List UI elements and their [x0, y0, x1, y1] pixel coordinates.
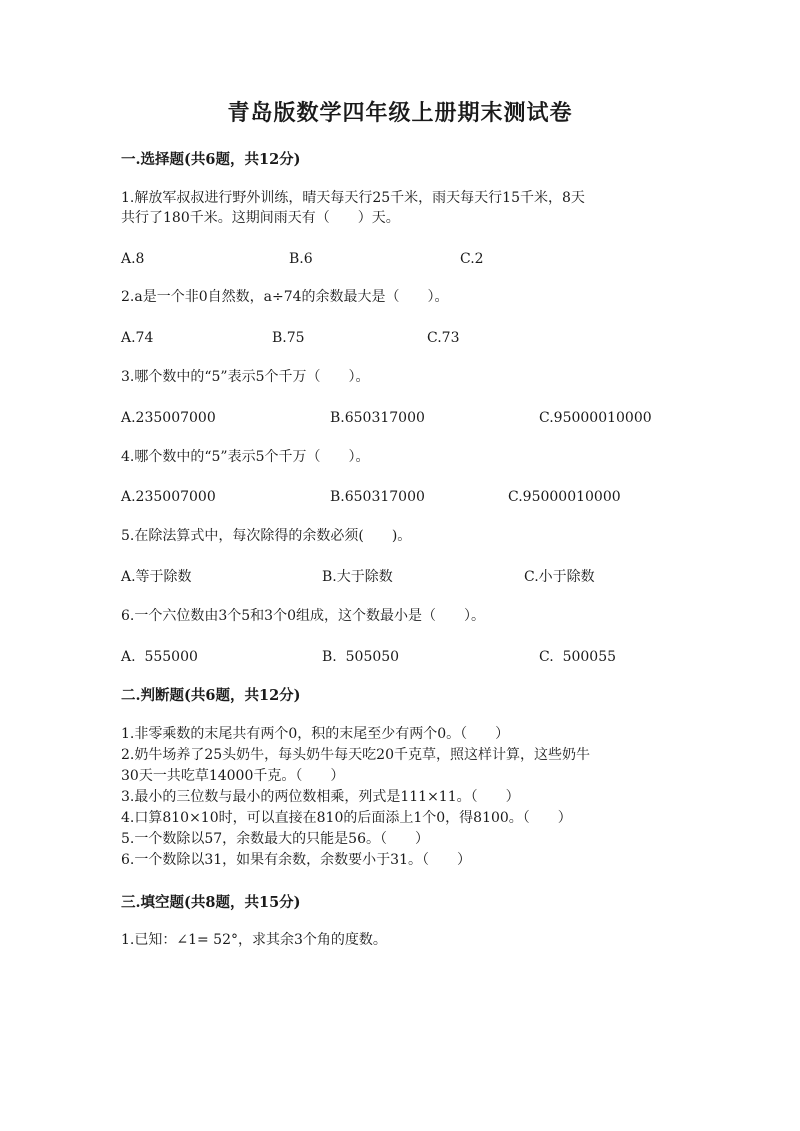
question-6-option-a: A. 555000	[121, 649, 198, 665]
section-heading-judgement: 二.判断题(共6题，共12分)	[121, 687, 301, 704]
question-2-line-1: 2.a是一个非0自然数，a÷74的余数最大是（ ）。	[121, 289, 449, 305]
question-4-option-a: A.235007000	[121, 489, 216, 505]
judgement-line-1: 1.非零乘数的末尾共有两个0，积的末尾至少有两个0。（ ）	[121, 726, 510, 742]
question-2-option-c: C.73	[427, 330, 460, 346]
judgement-line-7: 6.一个数除以31，如果有余数，余数要小于31。（ ）	[121, 852, 471, 868]
question-1-line-2: 共行了180千米。这期间雨天有（ ）天。	[121, 210, 400, 226]
question-1-option-c: C.2	[460, 251, 484, 267]
fill-blank-line-1: 1.已知：∠1= 52°，求其余3个角的度数。	[121, 932, 387, 948]
judgement-line-5: 4.口算810×10时，可以直接在810的后面添上1个0，得8100。（ ）	[121, 810, 572, 826]
section-heading-fill-blank: 三.填空题(共8题，共15分)	[121, 894, 301, 911]
judgement-line-2: 2.奶牛场养了25头奶牛，每头奶牛每天吃20千克草，照这样计算，这些奶牛	[121, 747, 590, 763]
question-1-option-a: A.8	[121, 251, 145, 267]
question-3-option-b: B.650317000	[330, 410, 425, 426]
question-4-line-1: 4.哪个数中的“5”表示5个千万（ ）。	[121, 449, 370, 465]
judgement-line-4: 3.最小的三位数与最小的两位数相乘，列式是111×11。（ ）	[121, 789, 520, 805]
question-6-option-c: C. 500055	[539, 649, 617, 665]
judgement-line-6: 5.一个数除以57，余数最大的只能是56。（ ）	[121, 831, 429, 847]
question-1-line-1: 1.解放军叔叔进行野外训练，晴天每天行25千米，雨天每天行15千米，8天	[121, 190, 585, 206]
question-5-option-b: B.大于除数	[322, 569, 393, 585]
section-heading-choice: 一.选择题(共6题，共12分)	[121, 151, 301, 168]
question-3-option-c: C.95000010000	[539, 410, 652, 426]
question-2-option-a: A.74	[121, 330, 154, 346]
question-4-option-c: C.95000010000	[508, 489, 621, 505]
question-1-option-b: B.6	[289, 251, 313, 267]
question-3-line-1: 3.哪个数中的“5”表示5个千万（ ）。	[121, 369, 370, 385]
question-6-option-b: B. 505050	[322, 649, 400, 665]
question-3-option-a: A.235007000	[121, 410, 216, 426]
question-5-option-a: A.等于除数	[121, 569, 192, 585]
question-2-option-b: B.75	[272, 330, 305, 346]
judgement-line-3: 30天一共吃草14000千克。（ ）	[121, 768, 345, 784]
question-5-line-1: 5.在除法算式中，每次除得的余数必须( )。	[121, 528, 412, 544]
page-title: 青岛版数学四年级上册期末测试卷	[227, 100, 573, 126]
question-4-option-b: B.650317000	[330, 489, 425, 505]
question-5-option-c: C.小于除数	[524, 569, 595, 585]
question-6-line-1: 6.一个六位数由3个5和3个0组成，这个数最小是（ ）。	[121, 608, 485, 624]
